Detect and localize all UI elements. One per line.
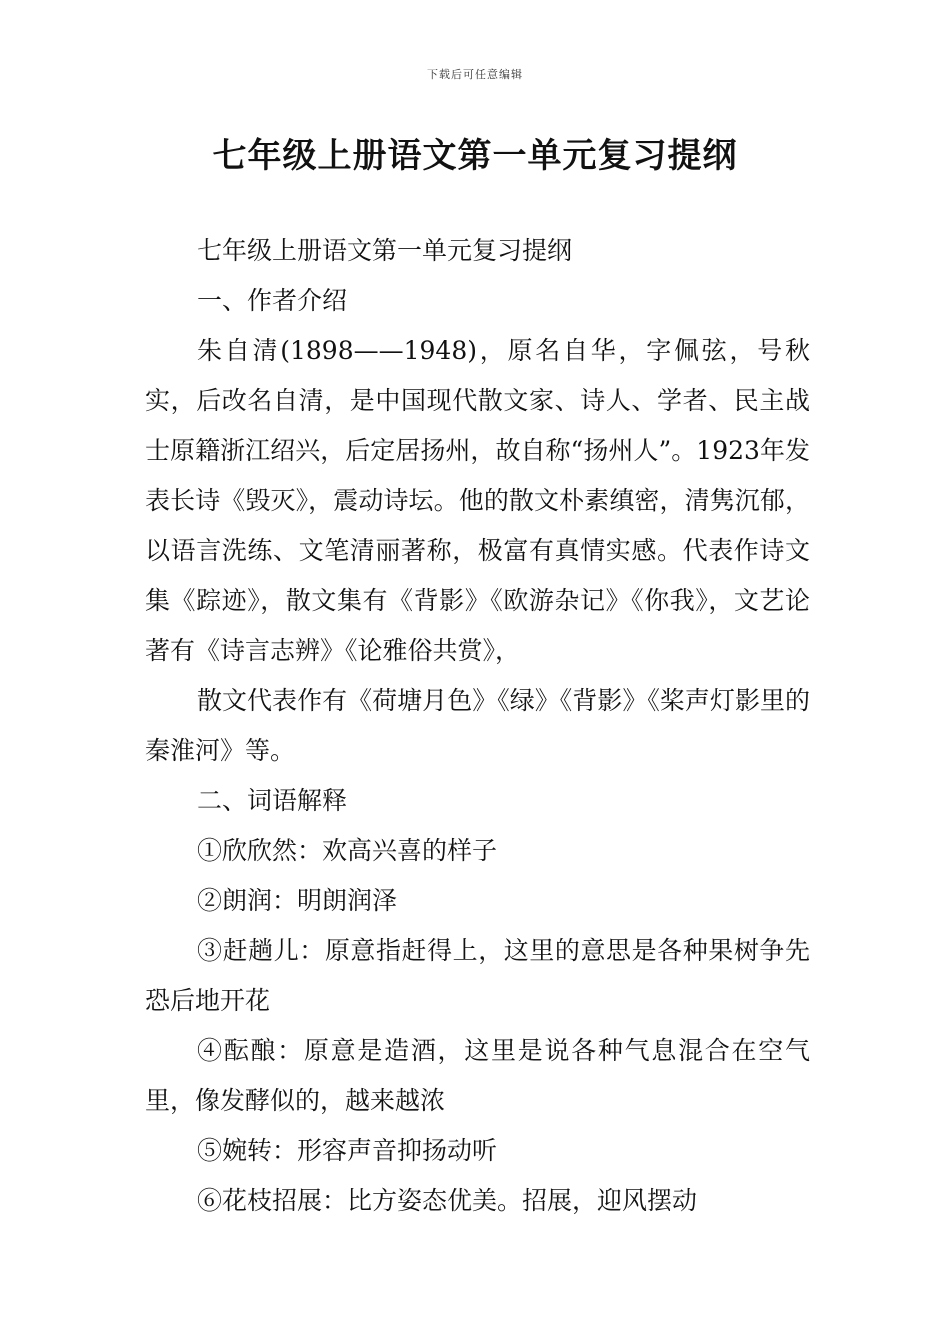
document-body bbox=[145, 226, 810, 1226]
body-subtitle: 七年级上册语文第一单元复习提纲 bbox=[197, 236, 573, 265]
author-works-paragraph: 散文代表作有《荷塘月色》《绿》《背影》《桨声灯影里的秦淮河》等。 bbox=[145, 686, 810, 765]
section-heading-vocabulary: 二、词语解释 bbox=[197, 786, 348, 815]
section-heading-author: 一、作者介绍 bbox=[197, 286, 348, 315]
document-title: 七年级上册语文第一单元复习提纲 bbox=[212, 136, 738, 176]
header-note: 下载后可任意编辑 bbox=[427, 68, 523, 81]
vocab-item: ⑥花枝招展：比方姿态优美。招展，迎风摆动 bbox=[197, 1186, 698, 1215]
author-bio-paragraph: 朱自清(1898——1948)，原名自华，字佩弦，号秋实，后改名自清，是中国现代散文家、诗人、学者、民主战士原籍浙江绍兴，后定居扬州，故自称“扬州人”。1923年发表长诗《毁灭》，震动诗坛。他的散文朴素缜密，清隽沉郁，以语言洗练、文笔清丽著称，极富有真情实感。代表作诗文集《踪迹》，散文集有《背影》《欧游杂记》《你我》，文艺论著有《诗言志辨》《论雅俗共赏》， bbox=[145, 336, 810, 665]
vocab-item: ①欣欣然：欢高兴喜的样子 bbox=[197, 836, 498, 865]
vocab-item: ③赶趟儿：原意指赶得上，这里的意思是各种果树争先恐后地开花 bbox=[145, 936, 810, 1015]
vocab-item: ②朗润：明朗润泽 bbox=[197, 886, 398, 915]
vocab-item: ⑤婉转：形容声音抑扬动听 bbox=[197, 1136, 498, 1165]
vocab-item: ④酝酿：原意是造酒，这里是说各种气息混合在空气里，像发酵似的，越来越浓 bbox=[145, 1036, 810, 1115]
